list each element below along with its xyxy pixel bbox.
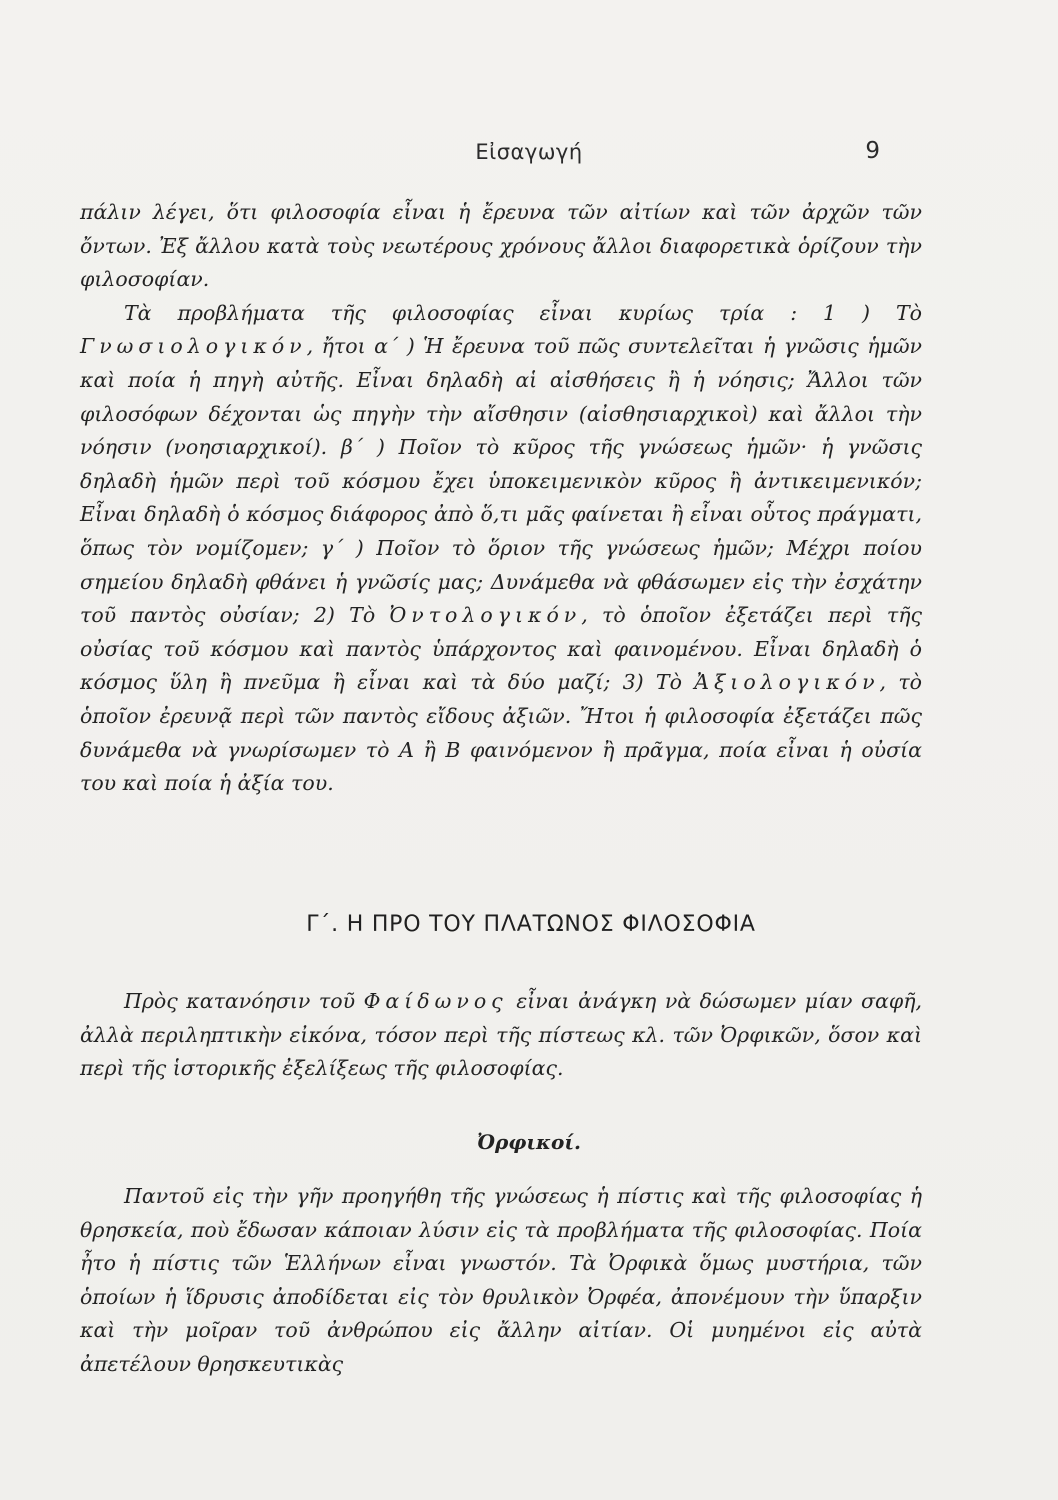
paragraph-1: πάλιν λέγει, ὅτι φιλοσοφία εἶναι ἡ ἔρευνα τῶν αἰτίων καὶ τῶν ἀρχῶν τῶν ὄντων. Ἐξ ἄλλου κατὰ τοὺς νεωτέρους χρόνους ἄλλοι διαφορετικὰ ὁρίζουν τὴν φιλοσοφίαν. <box>80 200 922 292</box>
paragraph-2-part-c: , τὸ ὁποῖον ἐξετάζει περὶ τῆς οὐσίας τοῦ κόσμου καὶ παντὸς ὑπάρχοντος καὶ φαινομένου. Εἶναι δηλαδὴ ὁ κόσμος ὕλη ἢ πνεῦμα ἢ εἶναι καὶ τὰ δύο μαζί; 3) Τὸ <box>80 603 922 695</box>
section-paragraph <box>80 985 922 1086</box>
paragraph-2-part-b: , ἤτοι α΄ ) Ἡ ἔρευνα τοῦ πῶς συντελεῖται ἡ γνῶσις ἡμῶν καὶ ποία ἡ πηγὴ αὐτῆς. Εἶναι δηλαδὴ αἱ αἰσθήσεις ἢ ἡ νόησις; Ἄλλοι τῶν φιλοσόφων δέχονται ὡς πηγὴν τὴν αἴσθησιν (αἰσθησιαρχικοὶ) καὶ ἄλλοι τὴν νόησιν (νοησιαρχικοί). β΄ ) Ποῖον τὸ κῦρος τῆς γνώσεως ἡμῶν· ἡ γνῶσις δηλαδὴ ἡμῶν περὶ τοῦ κόσμου ἔχει ὑποκειμενικὸν κῦρος ἢ ἀντικειμενικόν; Εἶναι δηλαδὴ ὁ κόσμος διάφορος ἀπὸ ὅ,τι μᾶς φαίνεται ἢ εἶναι οὗτος πράγματι, ὅπως τὸν νομίζομεν; γ΄ ) Ποῖον τὸ ὅριον τῆς γνώσεως ἡμῶν; Μέχρι ποίου σημείου δηλαδὴ φθάνει ἡ γνῶσίς μας; Δυνάμεθα νὰ φθάσωμεν εἰς τὴν ἐσχάτην τοῦ παντὸς οὐσίαν; 2) Τὸ <box>80 334 922 628</box>
section-heading: Γ΄. Η ΠΡΟ ΤΟΥ ΠΛΑΤΩΝΟΣ ΦΙΛΟΣΟΦΙΑ <box>306 912 756 937</box>
section-text-part-b: εἶναι ἀνάγκη νὰ δώσωμεν μίαν σαφῆ, ἀλλὰ περιληπτικὴν εἰκόνα, τόσον περὶ τῆς πίστεως κλ. τῶν Ὀρφικῶν, ὅσον καὶ περὶ τῆς ἱστορικῆς ἐξελίξεως τῆς φιλοσοφίας. <box>80 989 922 1081</box>
section-text-part-a: Πρὸς κατανόησιν τοῦ <box>124 989 364 1013</box>
paragraph-2 <box>80 297 922 801</box>
page-number: 9 <box>865 138 880 164</box>
orphics-text: Παντοῦ εἰς τὴν γῆν προηγήθη τῆς γνώσεως ἡ πίστις καὶ τῆς φιλοσοφίας ἡ θρησκεία, ποὺ ἔδωσαν κάποιαν λύσιν εἰς τὰ προβλήματα τῆς φιλοσοφίας. Ποία ἦτο ἡ πίστις τῶν Ἑλλήνων εἶναι γνωστόν. Τὰ Ὀρφικὰ ὅμως μυστήρια, τῶν ὁποίων ἡ ἵδρυσις ἀποδίδεται εἰς τὸν θρυλικὸν Ὀρφέα, ἀπονέμουν τὴν ὕπαρξιν καὶ τὴν μοῖραν τοῦ ἀνθρώπου εἰς ἄλλην αἰτίαν. Οἱ μυημένοι εἰς αὐτὰ ἀπετέλουν θρησκευτικὰς <box>80 1184 922 1376</box>
paragraph-2-part-a: Τὰ προβλήματα τῆς φιλοσοφίας εἶναι κυρίως τρία : 1 ) Τὸ <box>124 300 922 325</box>
paragraph-2-part-d: , τὸ ὁποῖον ἐρευνᾷ περὶ τῶν παντὸς εἴδους ἀξιῶν. Ἤτοι ἡ φιλοσοφία ἐξετάζει πῶς δυνάμεθα νὰ γνωρίσωμεν τὸ Α ἢ Β φαινόμενον ἢ πρᾶγμα, ποία εἶναι ἡ οὐσία του καὶ ποία ἡ ἀξία του. <box>80 670 923 796</box>
term-phaidonos: Φαίδωνος <box>363 989 508 1013</box>
page-header <box>0 138 1058 178</box>
term-gnosiologikon: Γνωσιολογικόν <box>80 334 307 359</box>
subsection-heading: Ὀρφικοί. <box>476 1130 582 1154</box>
intro-text <box>80 196 922 801</box>
orphics-paragraph <box>80 1180 922 1382</box>
running-title: Εἰσαγωγή <box>475 140 583 164</box>
term-axiologikon: Ἀξιολογικόν <box>694 670 880 695</box>
term-ontologikon: Ὀντολογικόν <box>389 603 582 628</box>
section-text <box>80 985 922 1086</box>
